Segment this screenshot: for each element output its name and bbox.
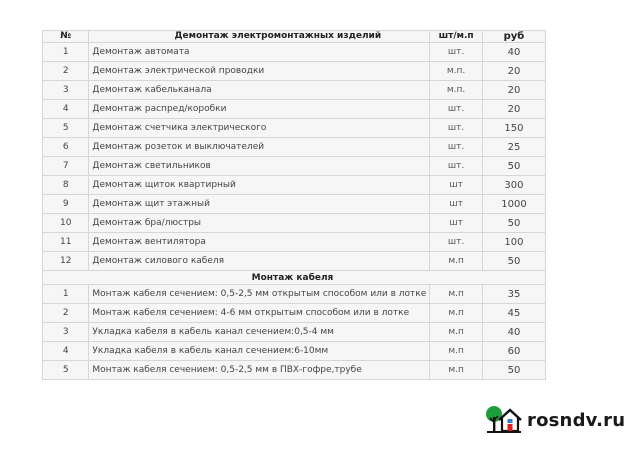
row-price: 1000 — [482, 195, 545, 214]
row-price: 50 — [482, 214, 545, 233]
table-row — [43, 138, 546, 157]
row-num: 9 — [43, 195, 89, 214]
row-unit: шт — [430, 214, 483, 233]
table-row — [43, 176, 546, 195]
row-num: 3 — [43, 323, 89, 342]
row-unit: м.п. — [430, 62, 483, 81]
row-unit: шт. — [430, 43, 483, 62]
row-price: 50 — [482, 252, 545, 271]
row-num: 2 — [43, 304, 89, 323]
row-price: 25 — [482, 138, 545, 157]
table-row — [43, 342, 546, 361]
row-name: Укладка кабеля в кабель канал сечением:0,5-4 мм — [89, 323, 430, 342]
row-num: 7 — [43, 157, 89, 176]
row-num: 10 — [43, 214, 89, 233]
header-price: руб — [482, 31, 545, 43]
row-unit: шт. — [430, 138, 483, 157]
row-num: 11 — [43, 233, 89, 252]
table-row — [43, 62, 546, 81]
row-unit: м.п — [430, 285, 483, 304]
header-unit: шт/м.п — [430, 31, 483, 43]
row-name: Демонтаж бра/люстры — [89, 214, 430, 233]
watermark — [485, 405, 625, 435]
row-name: Демонтаж щиток квартирный — [89, 176, 430, 195]
row-num: 5 — [43, 361, 89, 380]
row-name: Демонтаж кабельканала — [89, 81, 430, 100]
row-num: 8 — [43, 176, 89, 195]
row-unit: м.п — [430, 323, 483, 342]
row-price: 300 — [482, 176, 545, 195]
row-num: 12 — [43, 252, 89, 271]
row-price: 40 — [482, 323, 545, 342]
row-unit: м.п. — [430, 81, 483, 100]
section-header-row — [43, 271, 546, 285]
watermark-text: rosndv.ru — [527, 409, 626, 431]
row-name: Демонтаж вентилятора — [89, 233, 430, 252]
row-price: 20 — [482, 62, 545, 81]
table-header-row — [43, 31, 546, 43]
price-table — [42, 30, 546, 380]
table-row — [43, 285, 546, 304]
row-unit: м.п — [430, 252, 483, 271]
row-name: Демонтаж щит этажный — [89, 195, 430, 214]
table-row — [43, 252, 546, 271]
table-row — [43, 43, 546, 62]
table-row — [43, 233, 546, 252]
table-row — [43, 81, 546, 100]
table-row — [43, 100, 546, 119]
table-row — [43, 323, 546, 342]
row-name: Укладка кабеля в кабель канал сечением:6-10мм — [89, 342, 430, 361]
row-num: 3 — [43, 81, 89, 100]
row-name: Демонтаж розеток и выключателей — [89, 138, 430, 157]
row-price: 45 — [482, 304, 545, 323]
row-name: Монтаж кабеля сечением: 4-6 мм открытым способом или в лотке — [89, 304, 430, 323]
row-num: 5 — [43, 119, 89, 138]
table-row — [43, 119, 546, 138]
row-num: 4 — [43, 342, 89, 361]
row-name: Демонтаж распред/коробки — [89, 100, 430, 119]
row-name: Демонтаж светильников — [89, 157, 430, 176]
row-price: 50 — [482, 361, 545, 380]
row-num: 2 — [43, 62, 89, 81]
row-name: Монтаж кабеля сечением: 0,5-2,5 мм в ПВХ-гофре,трубе — [89, 361, 430, 380]
table-row — [43, 361, 546, 380]
row-unit: шт. — [430, 119, 483, 138]
row-price: 40 — [482, 43, 545, 62]
row-unit: шт — [430, 176, 483, 195]
table-row — [43, 214, 546, 233]
row-num: 6 — [43, 138, 89, 157]
header-name: Демонтаж электромонтажных изделий — [89, 31, 430, 43]
row-unit: шт. — [430, 100, 483, 119]
row-price: 20 — [482, 81, 545, 100]
row-num: 1 — [43, 285, 89, 304]
row-price: 100 — [482, 233, 545, 252]
row-unit: шт. — [430, 233, 483, 252]
house-tree-logo-icon — [485, 405, 523, 435]
row-price: 60 — [482, 342, 545, 361]
row-price: 20 — [482, 100, 545, 119]
row-unit: шт — [430, 195, 483, 214]
row-unit: м.п — [430, 304, 483, 323]
row-unit: шт. — [430, 157, 483, 176]
row-name: Монтаж кабеля сечением: 0,5-2,5 мм открытым способом или в лотке — [89, 285, 430, 304]
table-row — [43, 195, 546, 214]
table-row — [43, 304, 546, 323]
table-row — [43, 157, 546, 176]
row-num: 4 — [43, 100, 89, 119]
row-name: Демонтаж счетчика электрического — [89, 119, 430, 138]
section-title-cable: Монтаж кабеля — [43, 271, 546, 285]
row-unit: м.п — [430, 361, 483, 380]
row-price: 50 — [482, 157, 545, 176]
header-num: № — [43, 31, 89, 43]
row-unit: м.п — [430, 342, 483, 361]
row-price: 150 — [482, 119, 545, 138]
row-name: Демонтаж электрической проводки — [89, 62, 430, 81]
row-name: Демонтаж силового кабеля — [89, 252, 430, 271]
row-price: 35 — [482, 285, 545, 304]
row-num: 1 — [43, 43, 89, 62]
row-name: Демонтаж автомата — [89, 43, 430, 62]
